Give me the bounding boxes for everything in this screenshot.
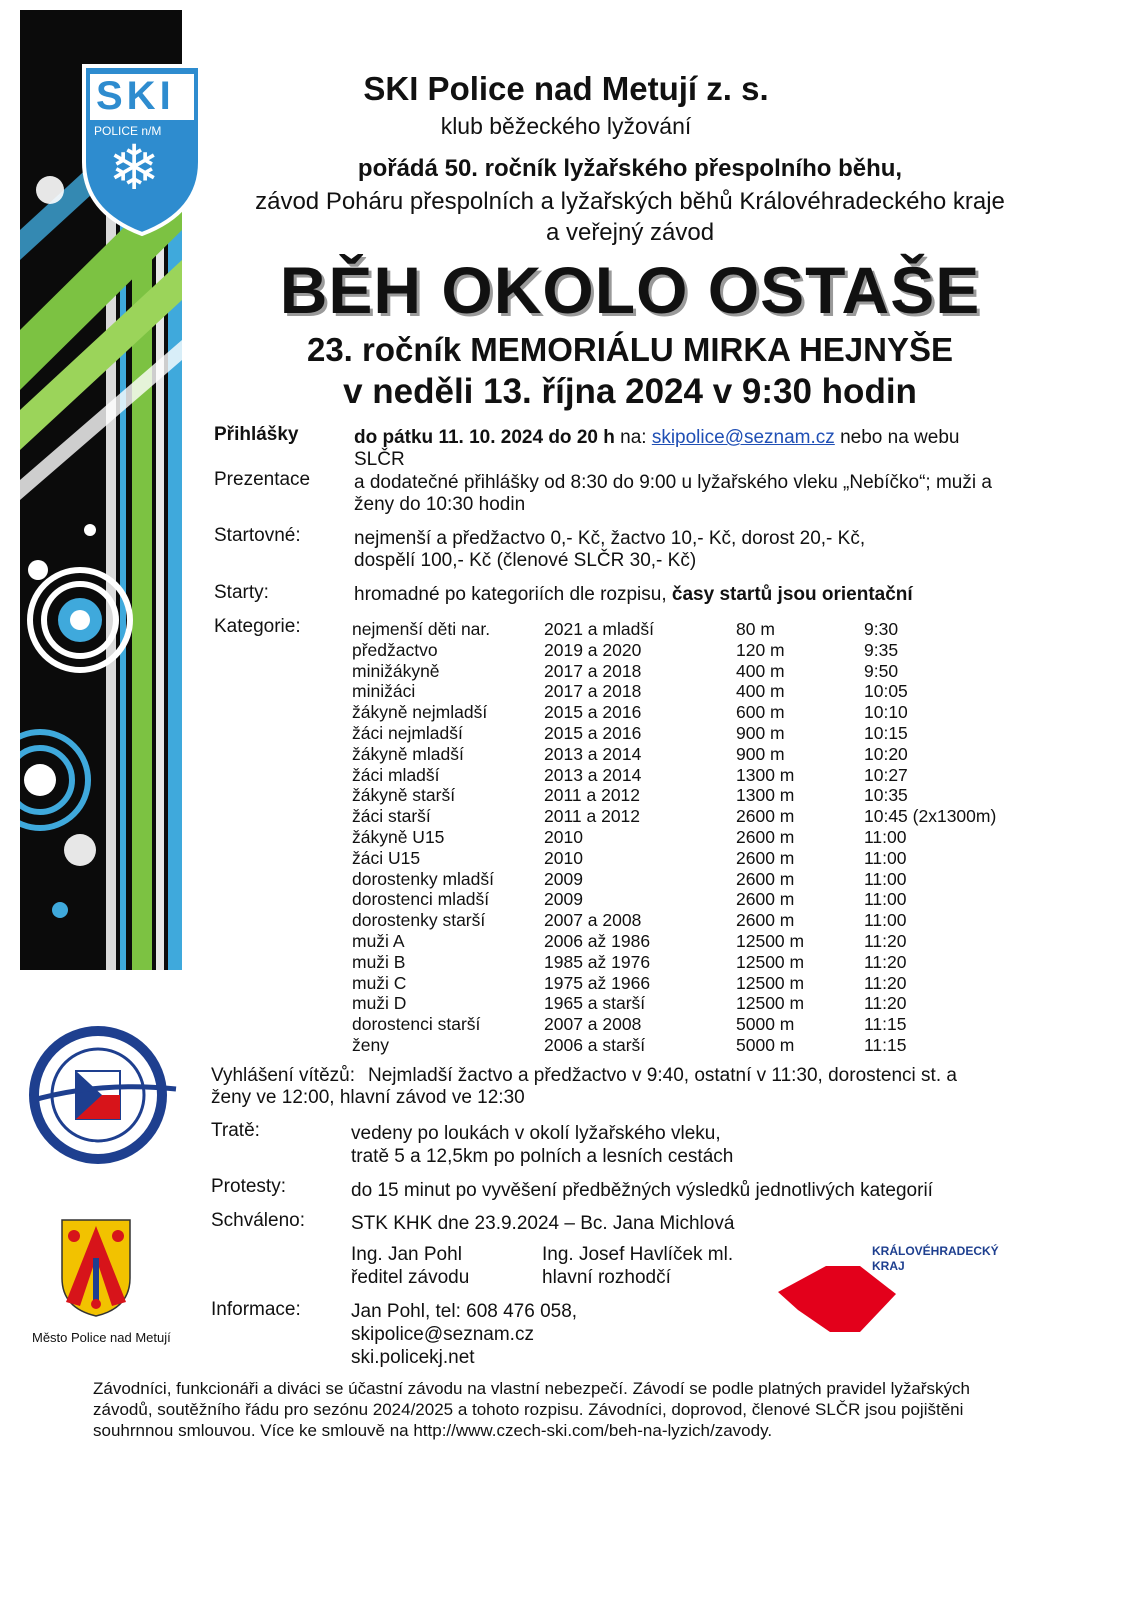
tracks-line-2: tratě 5 a 12,5km po polních a lesních cestách — [351, 1146, 734, 1167]
category-time: 11:00 — [864, 889, 907, 910]
category-name: muži D — [352, 993, 407, 1014]
category-years: 2013 a 2014 — [544, 743, 642, 764]
category-time: 10:05 — [864, 681, 908, 702]
category-distance: 120 m — [736, 639, 785, 660]
approved-label: Schváleno: — [211, 1210, 306, 1231]
town-coat-of-arms — [60, 1218, 132, 1318]
category-name: žákyně starší — [352, 785, 456, 806]
ski-logo-subtext: POLICE n/M — [94, 124, 162, 138]
category-distance: 900 m — [736, 723, 785, 743]
organization-name: SKI Police nad Metují z. s. — [363, 70, 769, 107]
category-name: nejmenší děti nar. — [352, 619, 491, 639]
category-row — [352, 993, 1052, 1014]
awards-label: Vyhlášení vítězů: — [211, 1065, 355, 1086]
intro-line-2: závod Poháru přespolních a lyžařských běhů Královéhradeckého kraje — [255, 188, 1005, 215]
category-row — [352, 723, 1052, 744]
ski-union-logo-year: 1903 — [80, 1139, 121, 1154]
category-name: muži A — [352, 931, 405, 951]
event-date: v neděli 13. října 2024 v 9:30 hodin — [343, 372, 917, 411]
category-name: žáci starší — [352, 806, 431, 827]
category-row — [352, 889, 1052, 910]
category-time: 11:20 — [864, 972, 907, 993]
presentation-value: a dodatečné přihlášky od 8:30 do 9:00 u lyžařského vleku „Nebíčko“; muži a ženy do 10:30 hodin — [354, 472, 992, 515]
tracks-label: Tratě: — [211, 1120, 260, 1141]
category-row — [352, 973, 1052, 994]
category-name: ženy — [352, 1035, 389, 1055]
footer-disclaimer: Závodníci, funkcionáři a diváci se účastní závodu na vlastní nebezpečí. Závodí se podle platných pravidel lyžařských závodů, soutěžního řádu pro sezónu 2024/2025 a tohoto rozpisu. Závodníci, doprovod, členové SLČR jsou pojištěni souhrnnou smlouvou. Více ke smlouvě na http://www.czech-ski.com/beh-na-lyzich/zavody. — [93, 1379, 970, 1440]
category-name: žáci U15 — [352, 847, 421, 868]
category-years: 2007 a 2008 — [544, 910, 642, 931]
category-distance: 12500 m — [736, 972, 805, 993]
category-distance: 80 m — [736, 619, 775, 639]
category-years: 2021 a mladší — [544, 619, 654, 639]
category-years: 2013 a 2014 — [544, 764, 642, 785]
registration-email-link[interactable]: skipolice@seznam.cz — [651, 427, 835, 448]
starts-text: hromadné po kategoriích dle rozpisu, — [354, 584, 672, 605]
category-distance: 600 m — [736, 702, 785, 723]
category-distance: 2600 m — [736, 806, 795, 827]
category-row — [352, 931, 1052, 952]
race-director-role: ředitel závodu — [351, 1267, 470, 1288]
category-row — [352, 827, 1052, 848]
category-years: 2017 a 2018 — [544, 681, 642, 702]
category-years: 2019 a 2020 — [544, 639, 642, 660]
ski-union-logo — [24, 1025, 180, 1165]
category-row — [352, 1035, 1052, 1056]
category-name: minižáci — [352, 681, 416, 702]
category-distance: 5000 m — [736, 1035, 795, 1055]
category-distance: 12500 m — [736, 993, 805, 1014]
category-time: 11:20 — [864, 931, 907, 951]
category-time: 10:10 — [864, 702, 908, 723]
category-row — [352, 785, 1052, 806]
region-logo-text-2: KRAJ — [872, 1259, 905, 1273]
protests-value: do 15 minut po vyvěšení předběžných výsledků jednotlivých kategorií — [351, 1180, 933, 1201]
category-time: 10:27 — [864, 764, 908, 785]
organization-subtitle: klub běžeckého lyžování — [440, 113, 692, 139]
category-time: 11:15 — [864, 1014, 907, 1035]
category-years: 2009 — [544, 868, 583, 889]
category-time: 11:00 — [864, 827, 907, 847]
category-row — [352, 702, 1052, 723]
category-row — [352, 681, 1052, 702]
category-row — [352, 765, 1052, 786]
category-years: 2006 až 1986 — [544, 931, 651, 951]
category-distance: 2600 m — [736, 889, 795, 910]
category-distance: 900 m — [736, 743, 785, 764]
info-email[interactable]: skipolice@seznam.cz — [351, 1324, 534, 1345]
protests-label: Protesty: — [211, 1176, 286, 1197]
tracks-line-1: vedeny po loukách v okolí lyžařského vleku, — [351, 1123, 721, 1144]
category-name: předžactvo — [352, 639, 438, 660]
info-contact: Jan Pohl, tel: 608 476 058, — [351, 1301, 578, 1322]
category-years: 2017 a 2018 — [544, 660, 642, 681]
category-time: 11:00 — [864, 910, 907, 931]
awards-value: Nejmladší žactvo a předžactvo v 9:40, ostatní v 11:30, dorostenci st. a ženy ve 12:00, hlavní závod ve 12:30 — [211, 1065, 957, 1108]
category-years: 2010 — [544, 847, 583, 868]
category-years: 2010 — [544, 827, 583, 847]
category-name: dorostenci starší — [352, 1014, 481, 1035]
chief-referee-name: Ing. Josef Havlíček ml. — [542, 1244, 734, 1265]
category-distance: 1300 m — [736, 764, 795, 785]
category-name: žákyně U15 — [352, 827, 445, 847]
category-distance: 2600 m — [736, 827, 795, 847]
category-distance: 2600 m — [736, 847, 795, 868]
starts-value — [354, 584, 1014, 606]
category-row — [352, 806, 1052, 827]
category-row — [352, 848, 1052, 869]
registration-connector: na: — [614, 427, 652, 448]
category-name: dorostenky starší — [352, 910, 486, 931]
category-years: 2011 a 2012 — [544, 785, 641, 806]
category-time: 10:35 — [864, 785, 908, 806]
category-time: 9:35 — [864, 639, 899, 660]
category-time: 11:20 — [864, 951, 907, 972]
intro-line-3: a veřejný závod — [545, 219, 715, 246]
category-time: 11:00 — [864, 847, 907, 868]
category-years: 2006 a starší — [544, 1035, 646, 1055]
category-name: dorostenci mladší — [352, 889, 490, 910]
category-name: minižákyně — [352, 660, 440, 681]
category-years: 2015 a 2016 — [544, 702, 642, 723]
category-years: 1985 až 1976 — [544, 951, 651, 972]
category-years: 2007 a 2008 — [544, 1014, 642, 1035]
category-row — [352, 1014, 1052, 1035]
category-distance: 400 m — [736, 660, 785, 681]
category-name: dorostenky mladší — [352, 868, 495, 889]
category-row — [352, 910, 1052, 931]
starts-label: Starty: — [214, 582, 269, 603]
category-name: žáci nejmladší — [352, 723, 463, 743]
category-time: 9:50 — [864, 660, 899, 681]
category-name: muži B — [352, 951, 406, 972]
category-years: 2011 a 2012 — [544, 806, 641, 827]
categories-table — [352, 619, 1052, 1059]
presentation-label: Prezentace — [214, 469, 311, 490]
category-time: 10:15 — [864, 723, 908, 743]
category-time: 11:00 — [864, 868, 907, 889]
category-distance: 5000 m — [736, 1014, 795, 1035]
memorial-line: 23. ročník MEMORIÁLU MIRKA HEJNYŠE — [306, 331, 954, 368]
category-row — [352, 869, 1052, 890]
ski-logo-text: SKI — [96, 74, 175, 118]
category-years: 1965 a starší — [544, 993, 646, 1014]
region-logo-mark — [778, 1262, 900, 1334]
town-caption: Město Police nad Metují — [32, 1330, 171, 1345]
race-director-name: Ing. Jan Pohl — [351, 1244, 462, 1265]
categories-label: Kategorie: — [214, 616, 301, 637]
category-row — [352, 952, 1052, 973]
category-distance: 12500 m — [736, 951, 805, 972]
category-years: 2009 — [544, 889, 583, 910]
category-years: 2015 a 2016 — [544, 723, 642, 743]
snowflake-icon: ❄ — [108, 134, 160, 203]
approved-value: STK KHK dne 23.9.2024 – Bc. Jana Michlová — [351, 1213, 735, 1234]
registration-web: nebo na webu SLČR — [354, 427, 960, 470]
registration-value — [354, 427, 1014, 471]
info-website[interactable]: ski.policekj.net — [351, 1347, 475, 1368]
category-distance: 12500 m — [736, 931, 805, 951]
category-name: muži C — [352, 972, 407, 993]
category-time: 10:20 — [864, 743, 908, 764]
category-row — [352, 640, 1052, 661]
category-name: žákyně nejmladší — [352, 702, 488, 723]
intro-line-1: pořádá 50. ročník lyžařského přespolního běhu, — [357, 155, 903, 182]
category-distance: 2600 m — [736, 910, 795, 931]
entry-fee-value: nejmenší a předžactvo 0,- Kč, žactvo 10,- Kč, dorost 20,- Kč, dospělí 100,- Kč (členové SLČR 30,- Kč) — [354, 528, 866, 571]
category-distance: 400 m — [736, 681, 785, 702]
registration-deadline: do pátku 11. 10. 2024 do 20 h — [354, 427, 615, 448]
category-time: 11:20 — [864, 993, 907, 1014]
category-distance: 1300 m — [736, 785, 795, 806]
event-title: BĚH OKOLO OSTAŠE — [279, 253, 981, 327]
category-name: žáci mladší — [352, 764, 440, 785]
region-logo-text-1: KRÁLOVÉHRADECKÝ — [872, 1244, 999, 1258]
category-time: 11:15 — [864, 1035, 907, 1055]
entry-fee-label: Startovné: — [214, 525, 301, 546]
registration-label: Přihlášky — [214, 424, 299, 445]
category-years: 1975 až 1966 — [544, 972, 651, 993]
category-distance: 2600 m — [736, 868, 795, 889]
category-row — [352, 619, 1052, 640]
chief-referee-role: hlavní rozhodčí — [542, 1267, 671, 1288]
category-time: 10:45 (2x1300m) — [864, 806, 997, 827]
category-row — [352, 744, 1052, 765]
category-row — [352, 661, 1052, 682]
info-label: Informace: — [211, 1299, 301, 1320]
category-name: žákyně mladší — [352, 743, 464, 764]
starts-note: časy startů jsou orientační — [671, 584, 913, 605]
category-time: 9:30 — [864, 619, 899, 639]
